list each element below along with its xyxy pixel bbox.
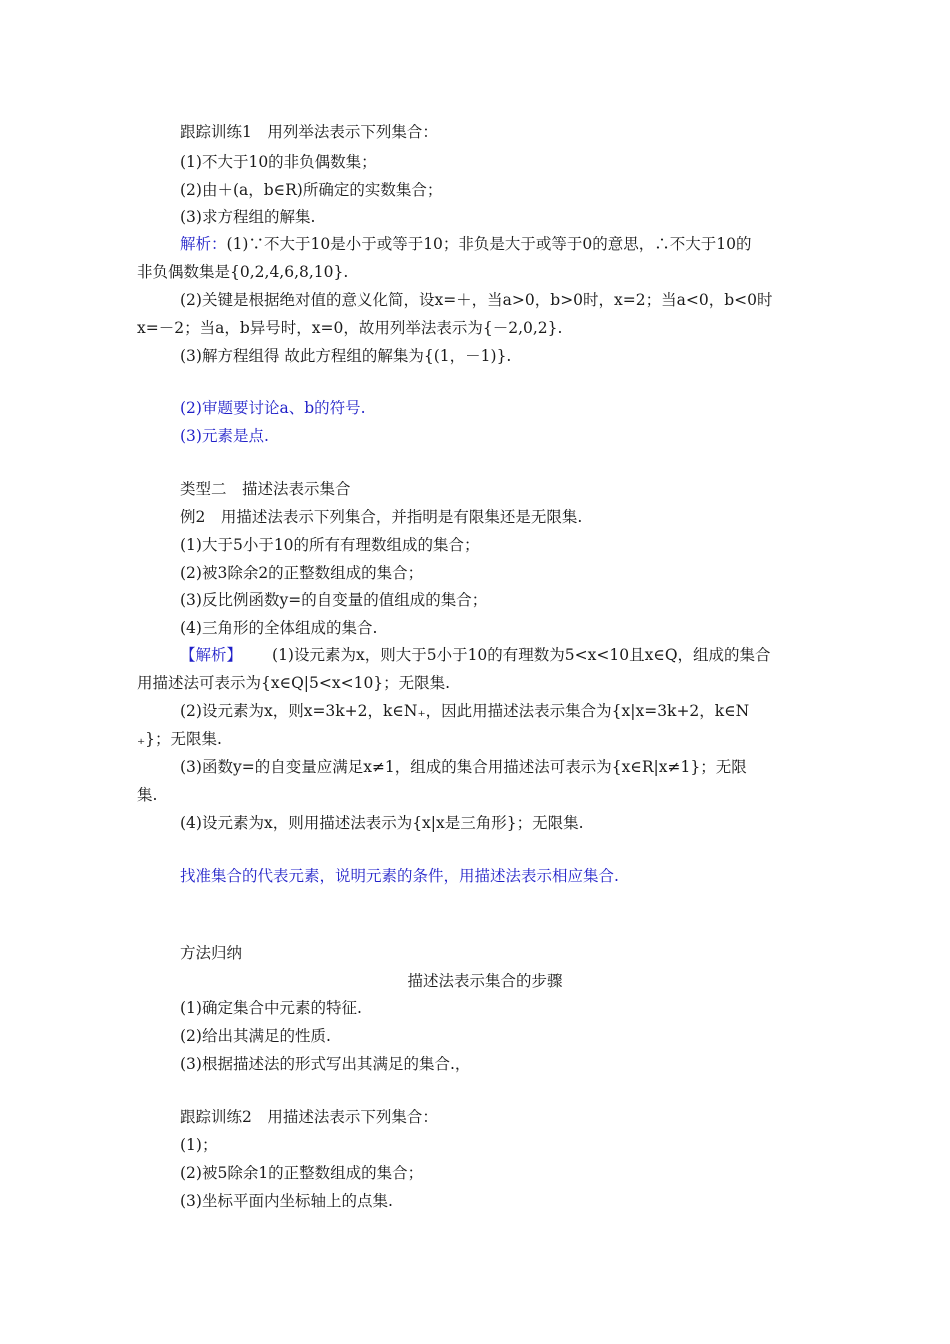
analysis-tag: 【解析】 bbox=[180, 646, 243, 664]
practice1-item-3: (3)求方程组的解集. bbox=[180, 208, 316, 226]
example2-analysis-line-4: ₊}；无限集. bbox=[137, 730, 222, 748]
practice2-item-2: (2)被5除余1的正整数组成的集合； bbox=[180, 1164, 424, 1182]
practice1-note-1: (2)审题要讨论a、b的符号. bbox=[180, 399, 366, 417]
type2-heading: 类型二 描述法表示集合 bbox=[180, 480, 351, 498]
practice1-note-2: (3)元素是点. bbox=[180, 427, 269, 445]
example2-analysis-line-7: (4)设元素为x，则用描述法表示为{x|x是三角形}；无限集. bbox=[180, 814, 584, 832]
analysis-text: (1)设元素为x，则大于5小于10的有理数为5<x<10且x∈Q，组成的集合 bbox=[272, 646, 771, 664]
example2-analysis-line-6: 集. bbox=[137, 786, 158, 804]
method-heading: 方法归纳 bbox=[180, 944, 243, 962]
example2-item-3: (3)反比例函数y=的自变量的值组成的集合； bbox=[180, 591, 488, 609]
example2-item-4: (4)三角形的全体组成的集合. bbox=[180, 619, 378, 637]
analysis-tag: 解析： bbox=[180, 235, 227, 253]
analysis-text: (1)∵不大于10是小于或等于10；非负是大于或等于0的意思，∴不大于10的 bbox=[226, 235, 752, 253]
practice1-analysis-line-4: x=－2；当a，b异号时，x=0，故用列举法表示为{－2,0,2}. bbox=[137, 319, 563, 337]
example2-analysis-line-3: (2)设元素为x，则x=3k+2，k∈N₊，因此用描述法表示集合为{x|x=3k+2，k∈N bbox=[180, 702, 750, 720]
practice1-analysis-line-2: 非负偶数集是{0,2,4,6,8,10}. bbox=[137, 263, 349, 281]
practice2-item-1: (1)； bbox=[180, 1136, 218, 1154]
example2-item-2: (2)被3除余2的正整数组成的集合； bbox=[180, 564, 424, 582]
practice1-item-1: (1)不大于10的非负偶数集； bbox=[180, 153, 377, 171]
practice1-analysis-line-3: (2)关键是根据绝对值的意义化简，设x=＋，当a>0，b>0时，x=2；当a<0，b<0时 bbox=[180, 291, 773, 309]
practice1-item-2: (2)由＋(a，b∈R)所确定的实数集合； bbox=[180, 181, 443, 199]
practice1-analysis-line-5: (3)解方程组得 故此方程组的解集为{(1，－1)}. bbox=[180, 347, 512, 365]
practice2-heading: 跟踪训练2 用描述法表示下列集合： bbox=[180, 1108, 438, 1126]
example2-analysis-line-2: 用描述法可表示为{x∈Q|5<x<10}；无限集. bbox=[137, 674, 451, 692]
example2-analysis-line-1 bbox=[180, 645, 771, 665]
example2-analysis-line-5: (3)函数y=的自变量应满足x≠1，组成的集合用描述法可表示为{x∈R|x≠1}；无限 bbox=[180, 758, 747, 776]
example2-item-1: (1)大于5小于10的所有有理数组成的集合； bbox=[180, 536, 480, 554]
example2-statement: 例2 用描述法表示下列集合，并指明是有限集还是无限集. bbox=[180, 508, 583, 526]
method-title: 描述法表示集合的步骤 bbox=[407, 972, 563, 990]
method-item-2: (2)给出其满足的性质. bbox=[180, 1027, 331, 1045]
practice1-analysis-line-1 bbox=[180, 234, 752, 254]
practice1-heading: 跟踪训练1 用列举法表示下列集合： bbox=[180, 123, 438, 141]
method-item-1: (1)确定集合中元素的特征. bbox=[180, 999, 362, 1017]
practice2-item-3: (3)坐标平面内坐标轴上的点集. bbox=[180, 1192, 393, 1210]
method-item-3: (3)根据描述法的形式写出其满足的集合.， bbox=[180, 1055, 471, 1073]
example2-note: 找准集合的代表元素，说明元素的条件，用描述法表示相应集合. bbox=[180, 867, 619, 885]
